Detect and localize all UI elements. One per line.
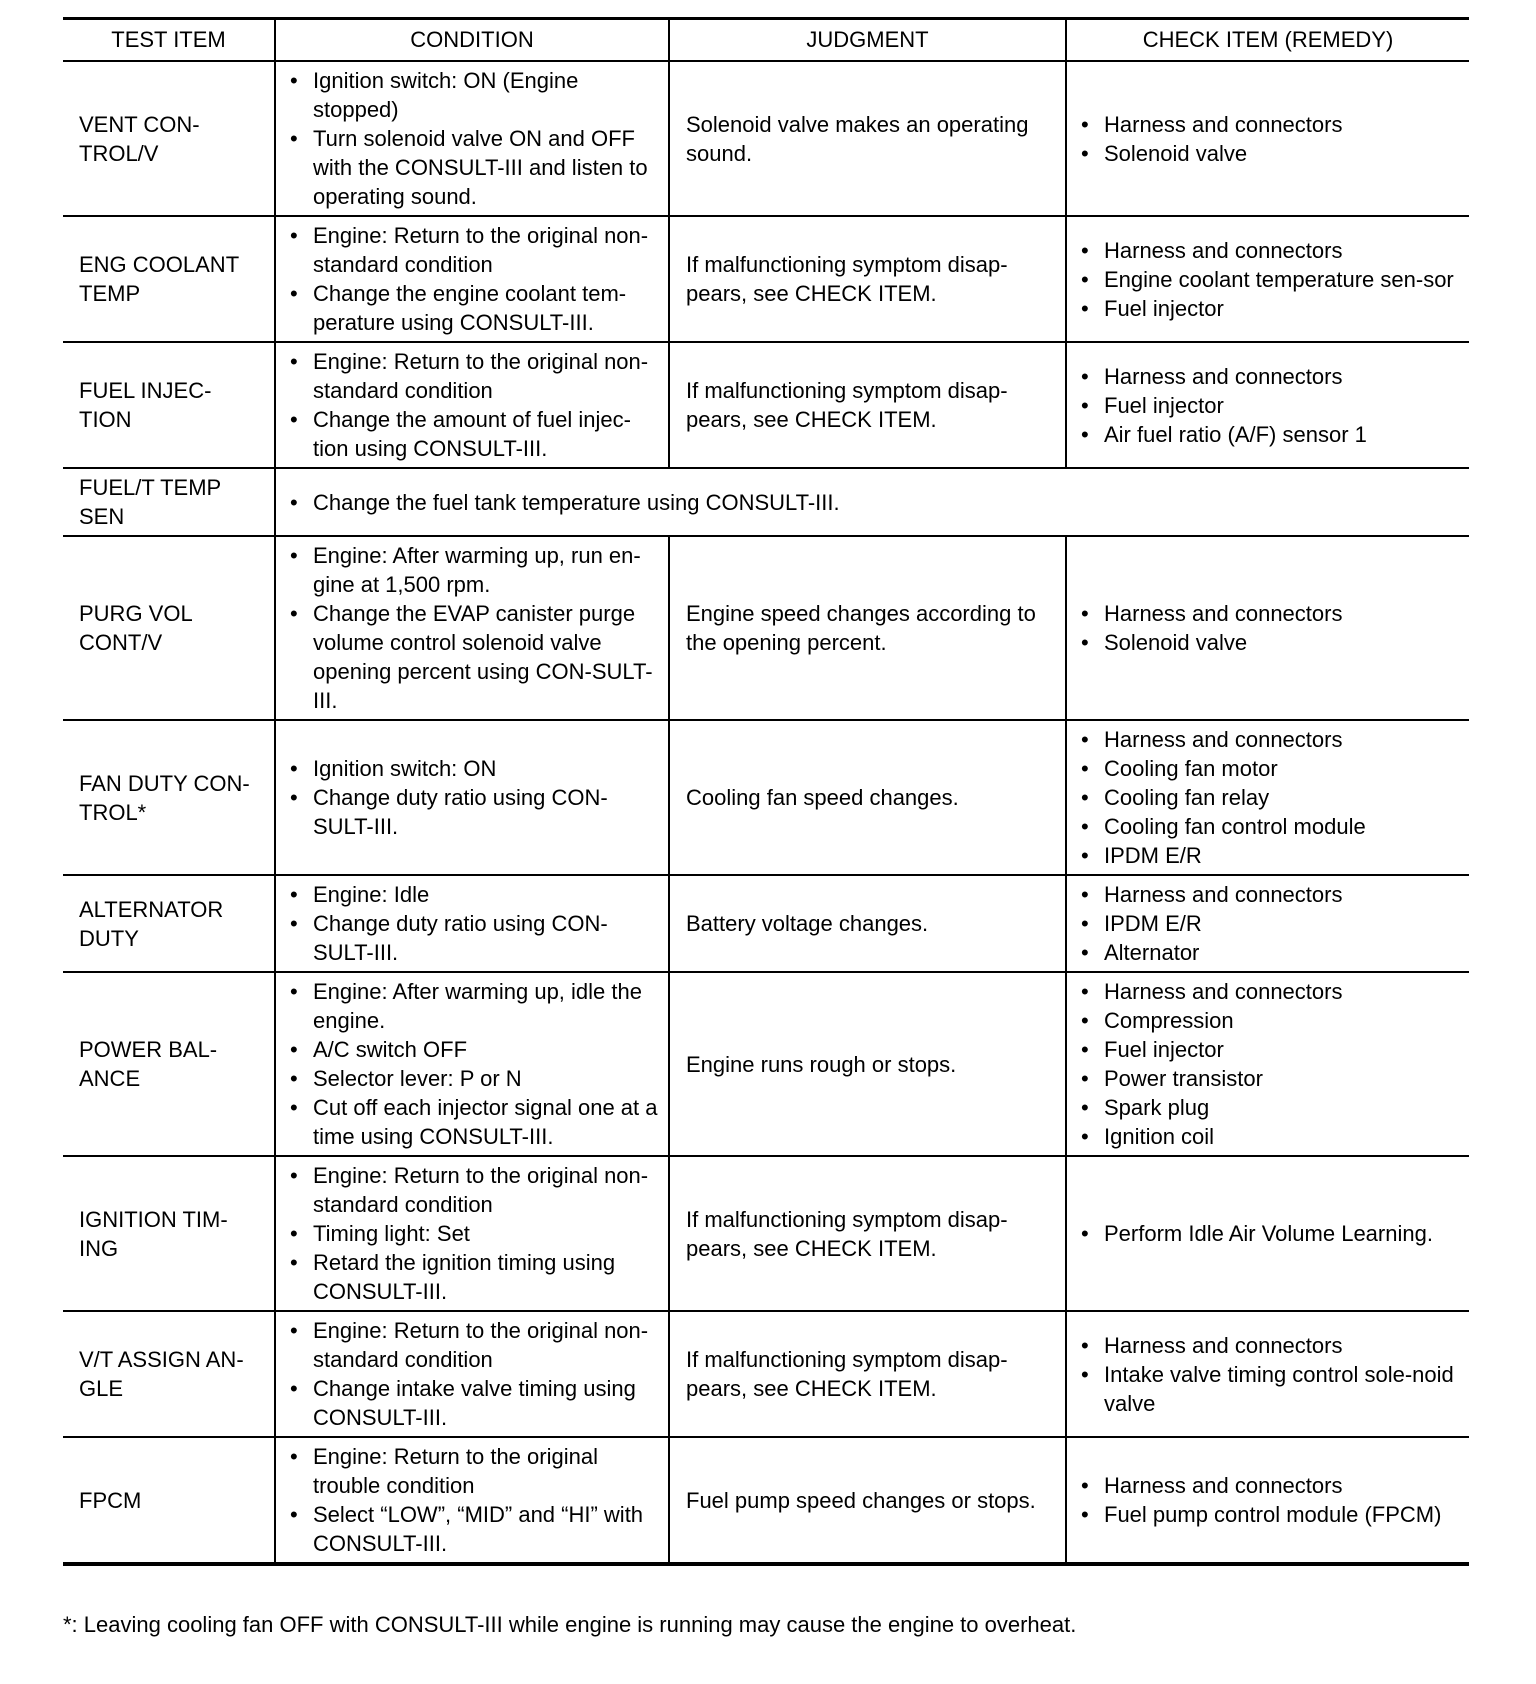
check-item: • Compression [1081, 1006, 1463, 1035]
condition-item: • Engine: Idle [290, 880, 662, 909]
check-item-cell-list [1081, 599, 1463, 657]
check-item-cell-list [1081, 110, 1463, 168]
check-item: • Fuel pump control module (FPCM) [1081, 1500, 1463, 1529]
footnote: *: Leaving cooling fan OFF with CONSULT-III while engine is running may cause the engine to overheat. [63, 1612, 1077, 1637]
condition-item: • Retard the ignition timing using CONSULT-III. [290, 1248, 662, 1306]
test-item-cell: V/T ASSIGN AN- GLE [63, 1311, 275, 1437]
judgment-cell: If malfunctioning symptom disap-pears, see CHECK ITEM. [669, 1156, 1066, 1311]
judgment-cell: Cooling fan speed changes. [669, 720, 1066, 875]
condition-cell-list [290, 221, 662, 337]
judgment-cell: Engine runs rough or stops. [669, 972, 1066, 1156]
check-item-cell-list [1081, 1219, 1463, 1248]
condition-item: • Cut off each injector signal one at a time using CONSULT-III. [290, 1093, 662, 1151]
check-item-cell-list [1081, 880, 1463, 967]
check-item: • Harness and connectors [1081, 725, 1463, 754]
test-item-cell: FPCM [63, 1437, 275, 1564]
condition-cell-list [290, 977, 662, 1151]
check-item-cell-list [1081, 977, 1463, 1151]
condition-item: • Change the EVAP canister purge volume control solenoid valve opening percent using CON-SULT-III. [290, 599, 662, 715]
condition-item: • Engine: Return to the original non-standard condition [290, 1161, 662, 1219]
condition-cell [275, 216, 669, 342]
condition-cell [275, 1311, 669, 1437]
condition-item: • Engine: Return to the original trouble condition [290, 1442, 662, 1500]
condition-item: • A/C switch OFF [290, 1035, 662, 1064]
check-item: • Fuel injector [1081, 1035, 1463, 1064]
table-header-row [63, 19, 1469, 62]
check-item: • Intake valve timing control sole-noid valve [1081, 1360, 1463, 1418]
condition-cell [275, 1156, 669, 1311]
condition-cell-list [290, 541, 662, 715]
check-item: • Air fuel ratio (A/F) sensor 1 [1081, 420, 1463, 449]
condition-item: • Engine: After warming up, idle the engine. [290, 977, 662, 1035]
condition-cell-list [290, 1316, 662, 1432]
condition-cell-spanning [275, 468, 1469, 536]
check-item: • Cooling fan motor [1081, 754, 1463, 783]
check-item: • Engine coolant temperature sen-sor [1081, 265, 1463, 294]
table-row [63, 216, 1469, 342]
check-item: • Solenoid valve [1081, 628, 1463, 657]
condition-cell [275, 61, 669, 216]
test-table-container [63, 17, 1469, 1566]
condition-item: • Ignition switch: ON [290, 754, 662, 783]
check-item: • Harness and connectors [1081, 362, 1463, 391]
check-item: • Fuel injector [1081, 391, 1463, 420]
condition-item: • Select “LOW”, “MID” and “HI” with CONSULT-III. [290, 1500, 662, 1558]
test-item-cell: PURG VOL CONT/V [63, 536, 275, 720]
condition-cell-list [290, 880, 662, 967]
test-item-cell: ENG COOLANT TEMP [63, 216, 275, 342]
check-item-cell [1066, 972, 1469, 1156]
check-item-cell [1066, 720, 1469, 875]
condition-item: • Ignition switch: ON (Engine stopped) [290, 66, 662, 124]
condition-cell-list [290, 347, 662, 463]
check-item: • Cooling fan relay [1081, 783, 1463, 812]
check-item: • Harness and connectors [1081, 977, 1463, 1006]
condition-item: • Change intake valve timing using CONSULT-III. [290, 1374, 662, 1432]
table-row [63, 1311, 1469, 1437]
condition-item: • Timing light: Set [290, 1219, 662, 1248]
check-item-cell [1066, 1156, 1469, 1311]
test-item-cell: FUEL/T TEMP SEN [63, 468, 275, 536]
condition-cell [275, 972, 669, 1156]
check-item: • Power transistor [1081, 1064, 1463, 1093]
test-item-cell: IGNITION TIM- ING [63, 1156, 275, 1311]
condition-item: • Change duty ratio using CON-SULT-III. [290, 783, 662, 841]
check-item-cell [1066, 61, 1469, 216]
judgment-cell: Fuel pump speed changes or stops. [669, 1437, 1066, 1564]
condition-cell-list [290, 1442, 662, 1558]
check-item-cell [1066, 1437, 1469, 1564]
table-row [63, 875, 1469, 972]
judgment-cell: If malfunctioning symptom disap-pears, see CHECK ITEM. [669, 342, 1066, 468]
condition-item: • Change duty ratio using CON-SULT-III. [290, 909, 662, 967]
condition-item: • Engine: Return to the original non-standard condition [290, 221, 662, 279]
condition-cell-list [290, 1161, 662, 1306]
header-check-item: CHECK ITEM (REMEDY) [1066, 19, 1469, 62]
test-item-cell: POWER BAL- ANCE [63, 972, 275, 1156]
check-item: • Harness and connectors [1081, 1331, 1463, 1360]
check-item-cell-list [1081, 1331, 1463, 1418]
condition-item: • Change the engine coolant tem-perature using CONSULT-III. [290, 279, 662, 337]
judgment-cell: Battery voltage changes. [669, 875, 1066, 972]
judgment-cell: Engine speed changes according to the opening percent. [669, 536, 1066, 720]
table-row [63, 972, 1469, 1156]
table-row [63, 61, 1469, 216]
check-item-cell [1066, 536, 1469, 720]
check-item-cell [1066, 342, 1469, 468]
condition-item: • Engine: Return to the original non-standard condition [290, 347, 662, 405]
test-item-cell: FAN DUTY CON- TROL* [63, 720, 275, 875]
check-item: • Harness and connectors [1081, 599, 1463, 628]
test-item-cell: ALTERNATOR DUTY [63, 875, 275, 972]
test-item-cell: VENT CON- TROL/V [63, 61, 275, 216]
check-item: • Solenoid valve [1081, 139, 1463, 168]
condition-cell [275, 720, 669, 875]
active-test-table [63, 17, 1469, 1566]
check-item-cell [1066, 1311, 1469, 1437]
check-item: • Harness and connectors [1081, 110, 1463, 139]
table-row [63, 468, 1469, 536]
check-item: • IPDM E/R [1081, 841, 1463, 870]
check-item: • Fuel injector [1081, 294, 1463, 323]
check-item-cell-list [1081, 236, 1463, 323]
check-item: • Harness and connectors [1081, 236, 1463, 265]
header-condition: CONDITION [275, 19, 669, 62]
condition-cell-list [290, 66, 662, 211]
check-item: • IPDM E/R [1081, 909, 1463, 938]
judgment-cell: If malfunctioning symptom disap-pears, see CHECK ITEM. [669, 216, 1066, 342]
check-item-cell-list [1081, 362, 1463, 449]
condition-item: • Change the amount of fuel injec-tion using CONSULT-III. [290, 405, 662, 463]
header-judgment: JUDGMENT [669, 19, 1066, 62]
check-item-cell [1066, 875, 1469, 972]
check-item: • Harness and connectors [1081, 1471, 1463, 1500]
check-item: • Spark plug [1081, 1093, 1463, 1122]
condition-item: • Turn solenoid valve ON and OFF with the CONSULT-III and listen to operating sound. [290, 124, 662, 211]
check-item: • Harness and connectors [1081, 880, 1463, 909]
check-item: • Perform Idle Air Volume Learning. [1081, 1219, 1463, 1248]
test-item-cell: FUEL INJEC- TION [63, 342, 275, 468]
table-row [63, 1437, 1469, 1564]
header-test-item: TEST ITEM [63, 19, 275, 62]
check-item: • Alternator [1081, 938, 1463, 967]
judgment-cell: Solenoid valve makes an operating sound. [669, 61, 1066, 216]
table-row [63, 342, 1469, 468]
check-item-cell [1066, 216, 1469, 342]
check-item: • Cooling fan control module [1081, 812, 1463, 841]
check-item-cell-list [1081, 725, 1463, 870]
condition-item: • Engine: After warming up, run en-gine at 1,500 rpm. [290, 541, 662, 599]
check-item-cell-list [1081, 1471, 1463, 1529]
condition-cell [275, 1437, 669, 1564]
table-row [63, 720, 1469, 875]
judgment-cell: If malfunctioning symptom disap-pears, see CHECK ITEM. [669, 1311, 1066, 1437]
check-item: • Ignition coil [1081, 1122, 1463, 1151]
condition-cell-spanning-list [290, 488, 1463, 517]
table-row [63, 1156, 1469, 1311]
condition-item: • Change the fuel tank temperature using CONSULT-III. [290, 488, 1463, 517]
condition-item: • Selector lever: P or N [290, 1064, 662, 1093]
condition-cell-list [290, 754, 662, 841]
condition-cell [275, 536, 669, 720]
condition-cell [275, 342, 669, 468]
table-row [63, 536, 1469, 720]
condition-item: • Engine: Return to the original non-standard condition [290, 1316, 662, 1374]
condition-cell [275, 875, 669, 972]
